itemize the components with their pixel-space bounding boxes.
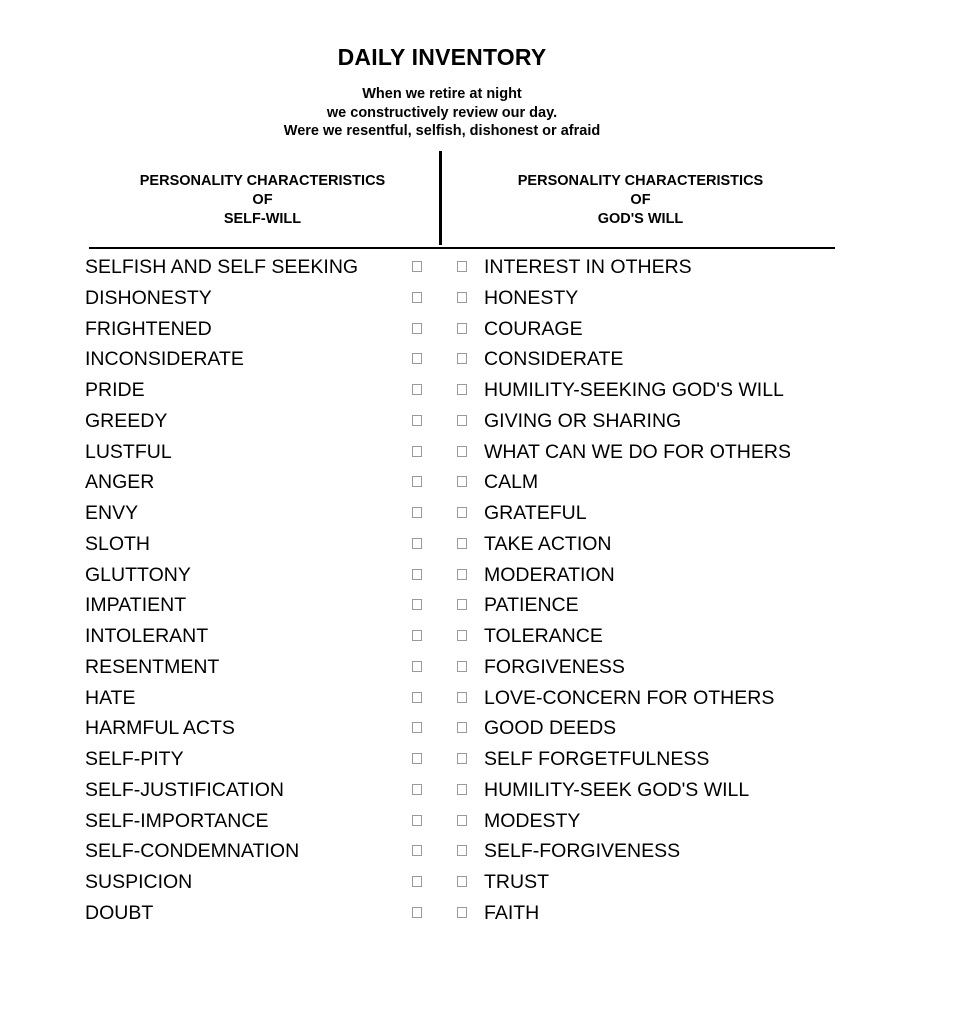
gods-will-checkbox[interactable] (457, 415, 467, 426)
gods-will-checkbox[interactable] (457, 845, 467, 856)
gods-will-checkbox[interactable] (457, 630, 467, 641)
gods-will-checkbox[interactable] (457, 661, 467, 672)
self-will-trait: GREEDY (85, 409, 168, 432)
inventory-row (0, 438, 964, 469)
inventory-row (0, 899, 964, 930)
gods-will-trait: FAITH (484, 901, 540, 924)
self-will-checkbox[interactable] (412, 907, 422, 918)
self-will-checkbox[interactable] (412, 507, 422, 518)
gods-will-trait: INTEREST IN OTHERS (484, 256, 692, 278)
gods-will-checkbox[interactable] (457, 476, 467, 487)
header-line: GOD'S WILL (597, 211, 684, 227)
gods-will-checkbox[interactable] (457, 538, 467, 549)
self-will-checkbox[interactable] (412, 630, 422, 641)
self-will-trait: SELF-PITY (85, 748, 184, 770)
gods-will-trait: GOOD DEEDS (484, 717, 617, 740)
gods-will-checkbox[interactable] (457, 815, 467, 826)
self-will-trait: HARMFUL ACTS (85, 717, 235, 740)
page-title: DAILY INVENTORY (337, 44, 547, 70)
self-will-checkbox[interactable] (412, 753, 422, 764)
self-will-checkbox[interactable] (412, 261, 422, 272)
gods-will-checkbox[interactable] (457, 876, 467, 887)
gods-will-checkbox[interactable] (457, 446, 467, 457)
self-will-checkbox[interactable] (412, 692, 422, 703)
intro-line: When we retire at night (362, 86, 522, 102)
gods-will-trait: FORGIVENESS (484, 655, 625, 678)
inventory-row (0, 807, 964, 838)
gods-will-trait: CONSIDERATE (484, 348, 624, 371)
intro-line: we constructively review our day. (326, 104, 558, 121)
inventory-row (0, 561, 964, 592)
self-will-checkbox[interactable] (412, 599, 422, 610)
gods-will-trait: SELF-FORGIVENESS (484, 840, 681, 863)
self-will-checkbox[interactable] (412, 323, 422, 334)
inventory-row (0, 622, 964, 653)
gods-will-checkbox[interactable] (457, 907, 467, 918)
intro-text (0, 85, 884, 141)
self-will-trait: LUSTFUL (85, 440, 172, 463)
gods-will-checkbox[interactable] (457, 569, 467, 580)
inventory-row (0, 653, 964, 684)
self-will-trait: DISHONESTY (85, 286, 212, 309)
self-will-checkbox[interactable] (412, 476, 422, 487)
self-will-column-header (100, 172, 425, 229)
self-will-checkbox[interactable] (412, 845, 422, 856)
gods-will-trait: CALM (484, 471, 539, 494)
gods-will-column-header (478, 172, 803, 229)
self-will-trait: HATE (85, 686, 136, 709)
self-will-checkbox[interactable] (412, 415, 422, 426)
inventory-row (0, 284, 964, 315)
header-line: PERSONALITY CHARACTERISTICS (517, 173, 764, 189)
inventory-row (0, 837, 964, 868)
gods-will-checkbox[interactable] (457, 323, 467, 334)
gods-will-trait: WHAT CAN WE DO FOR OTHERS (484, 440, 791, 463)
inventory-row (0, 499, 964, 530)
inventory-row (0, 530, 964, 561)
inventory-row (0, 684, 964, 715)
header-rule (89, 247, 835, 249)
gods-will-checkbox[interactable] (457, 753, 467, 764)
header-line: OF (252, 192, 273, 208)
inventory-row (0, 345, 964, 376)
inventory-row (0, 868, 964, 899)
gods-will-checkbox[interactable] (457, 292, 467, 303)
self-will-trait: ANGER (85, 471, 155, 494)
self-will-trait: SELFISH AND SELF SEEKING (85, 256, 359, 278)
inventory-row (0, 714, 964, 745)
gods-will-checkbox[interactable] (457, 692, 467, 703)
gods-will-trait: TRUST (484, 871, 549, 893)
self-will-checkbox[interactable] (412, 292, 422, 303)
gods-will-trait: HONESTY (484, 286, 579, 309)
gods-will-checkbox[interactable] (457, 353, 467, 364)
self-will-checkbox[interactable] (412, 722, 422, 733)
gods-will-trait: GIVING OR SHARING (484, 409, 682, 432)
self-will-trait: SELF-JUSTIFICATION (85, 778, 284, 801)
self-will-trait: SELF-IMPORTANCE (85, 809, 269, 832)
self-will-trait: FRIGHTENED (85, 317, 212, 340)
inventory-row (0, 745, 964, 776)
self-will-checkbox[interactable] (412, 353, 422, 364)
inventory-row (0, 407, 964, 438)
header-line: OF (630, 192, 651, 208)
gods-will-trait: PATIENCE (484, 594, 579, 617)
self-will-checkbox[interactable] (412, 384, 422, 395)
self-will-checkbox[interactable] (412, 661, 422, 672)
gods-will-trait: LOVE-CONCERN FOR OTHERS (484, 686, 775, 709)
gods-will-trait: GRATEFUL (484, 502, 587, 524)
column-divider (439, 151, 442, 245)
header-line: PERSONALITY CHARACTERISTICS (139, 173, 386, 189)
inventory-row (0, 376, 964, 407)
self-will-checkbox[interactable] (412, 876, 422, 887)
gods-will-checkbox[interactable] (457, 599, 467, 610)
inventory-row (0, 776, 964, 807)
gods-will-trait: SELF FORGETFULNESS (484, 748, 710, 770)
header-line: SELF-WILL (223, 211, 302, 227)
gods-will-trait: COURAGE (484, 317, 583, 340)
self-will-trait: SELF-CONDEMNATION (85, 840, 300, 863)
self-will-trait: IMPATIENT (85, 594, 187, 617)
self-will-checkbox[interactable] (412, 538, 422, 549)
gods-will-trait: HUMILITY-SEEKING GOD'S WILL (484, 379, 784, 401)
gods-will-trait: TOLERANCE (484, 625, 603, 647)
inventory-list (0, 253, 964, 930)
self-will-checkbox[interactable] (412, 446, 422, 457)
intro-line: Were we resentful, selfish, dishonest or afraid (283, 123, 601, 139)
gods-will-checkbox[interactable] (457, 261, 467, 272)
inventory-row (0, 253, 964, 284)
gods-will-checkbox[interactable] (457, 784, 467, 795)
gods-will-trait: TAKE ACTION (484, 532, 612, 555)
self-will-checkbox[interactable] (412, 815, 422, 826)
gods-will-trait: HUMILITY-SEEK GOD'S WILL (484, 778, 750, 801)
self-will-trait: ENVY (85, 502, 139, 524)
self-will-trait: GLUTTONY (85, 563, 191, 586)
gods-will-checkbox[interactable] (457, 384, 467, 395)
self-will-trait: SUSPICION (85, 871, 193, 893)
self-will-checkbox[interactable] (412, 784, 422, 795)
gods-will-checkbox[interactable] (457, 507, 467, 518)
inventory-row (0, 591, 964, 622)
self-will-trait: RESENTMENT (85, 655, 220, 678)
self-will-trait: INTOLERANT (85, 625, 209, 647)
gods-will-trait: MODERATION (484, 563, 615, 586)
self-will-trait: PRIDE (85, 379, 145, 401)
self-will-trait: INCONSIDERATE (85, 348, 244, 371)
inventory-row (0, 468, 964, 499)
gods-will-checkbox[interactable] (457, 722, 467, 733)
self-will-trait: DOUBT (85, 901, 154, 924)
inventory-row (0, 315, 964, 346)
self-will-trait: SLOTH (85, 532, 151, 555)
self-will-checkbox[interactable] (412, 569, 422, 580)
gods-will-trait: MODESTY (484, 809, 581, 832)
